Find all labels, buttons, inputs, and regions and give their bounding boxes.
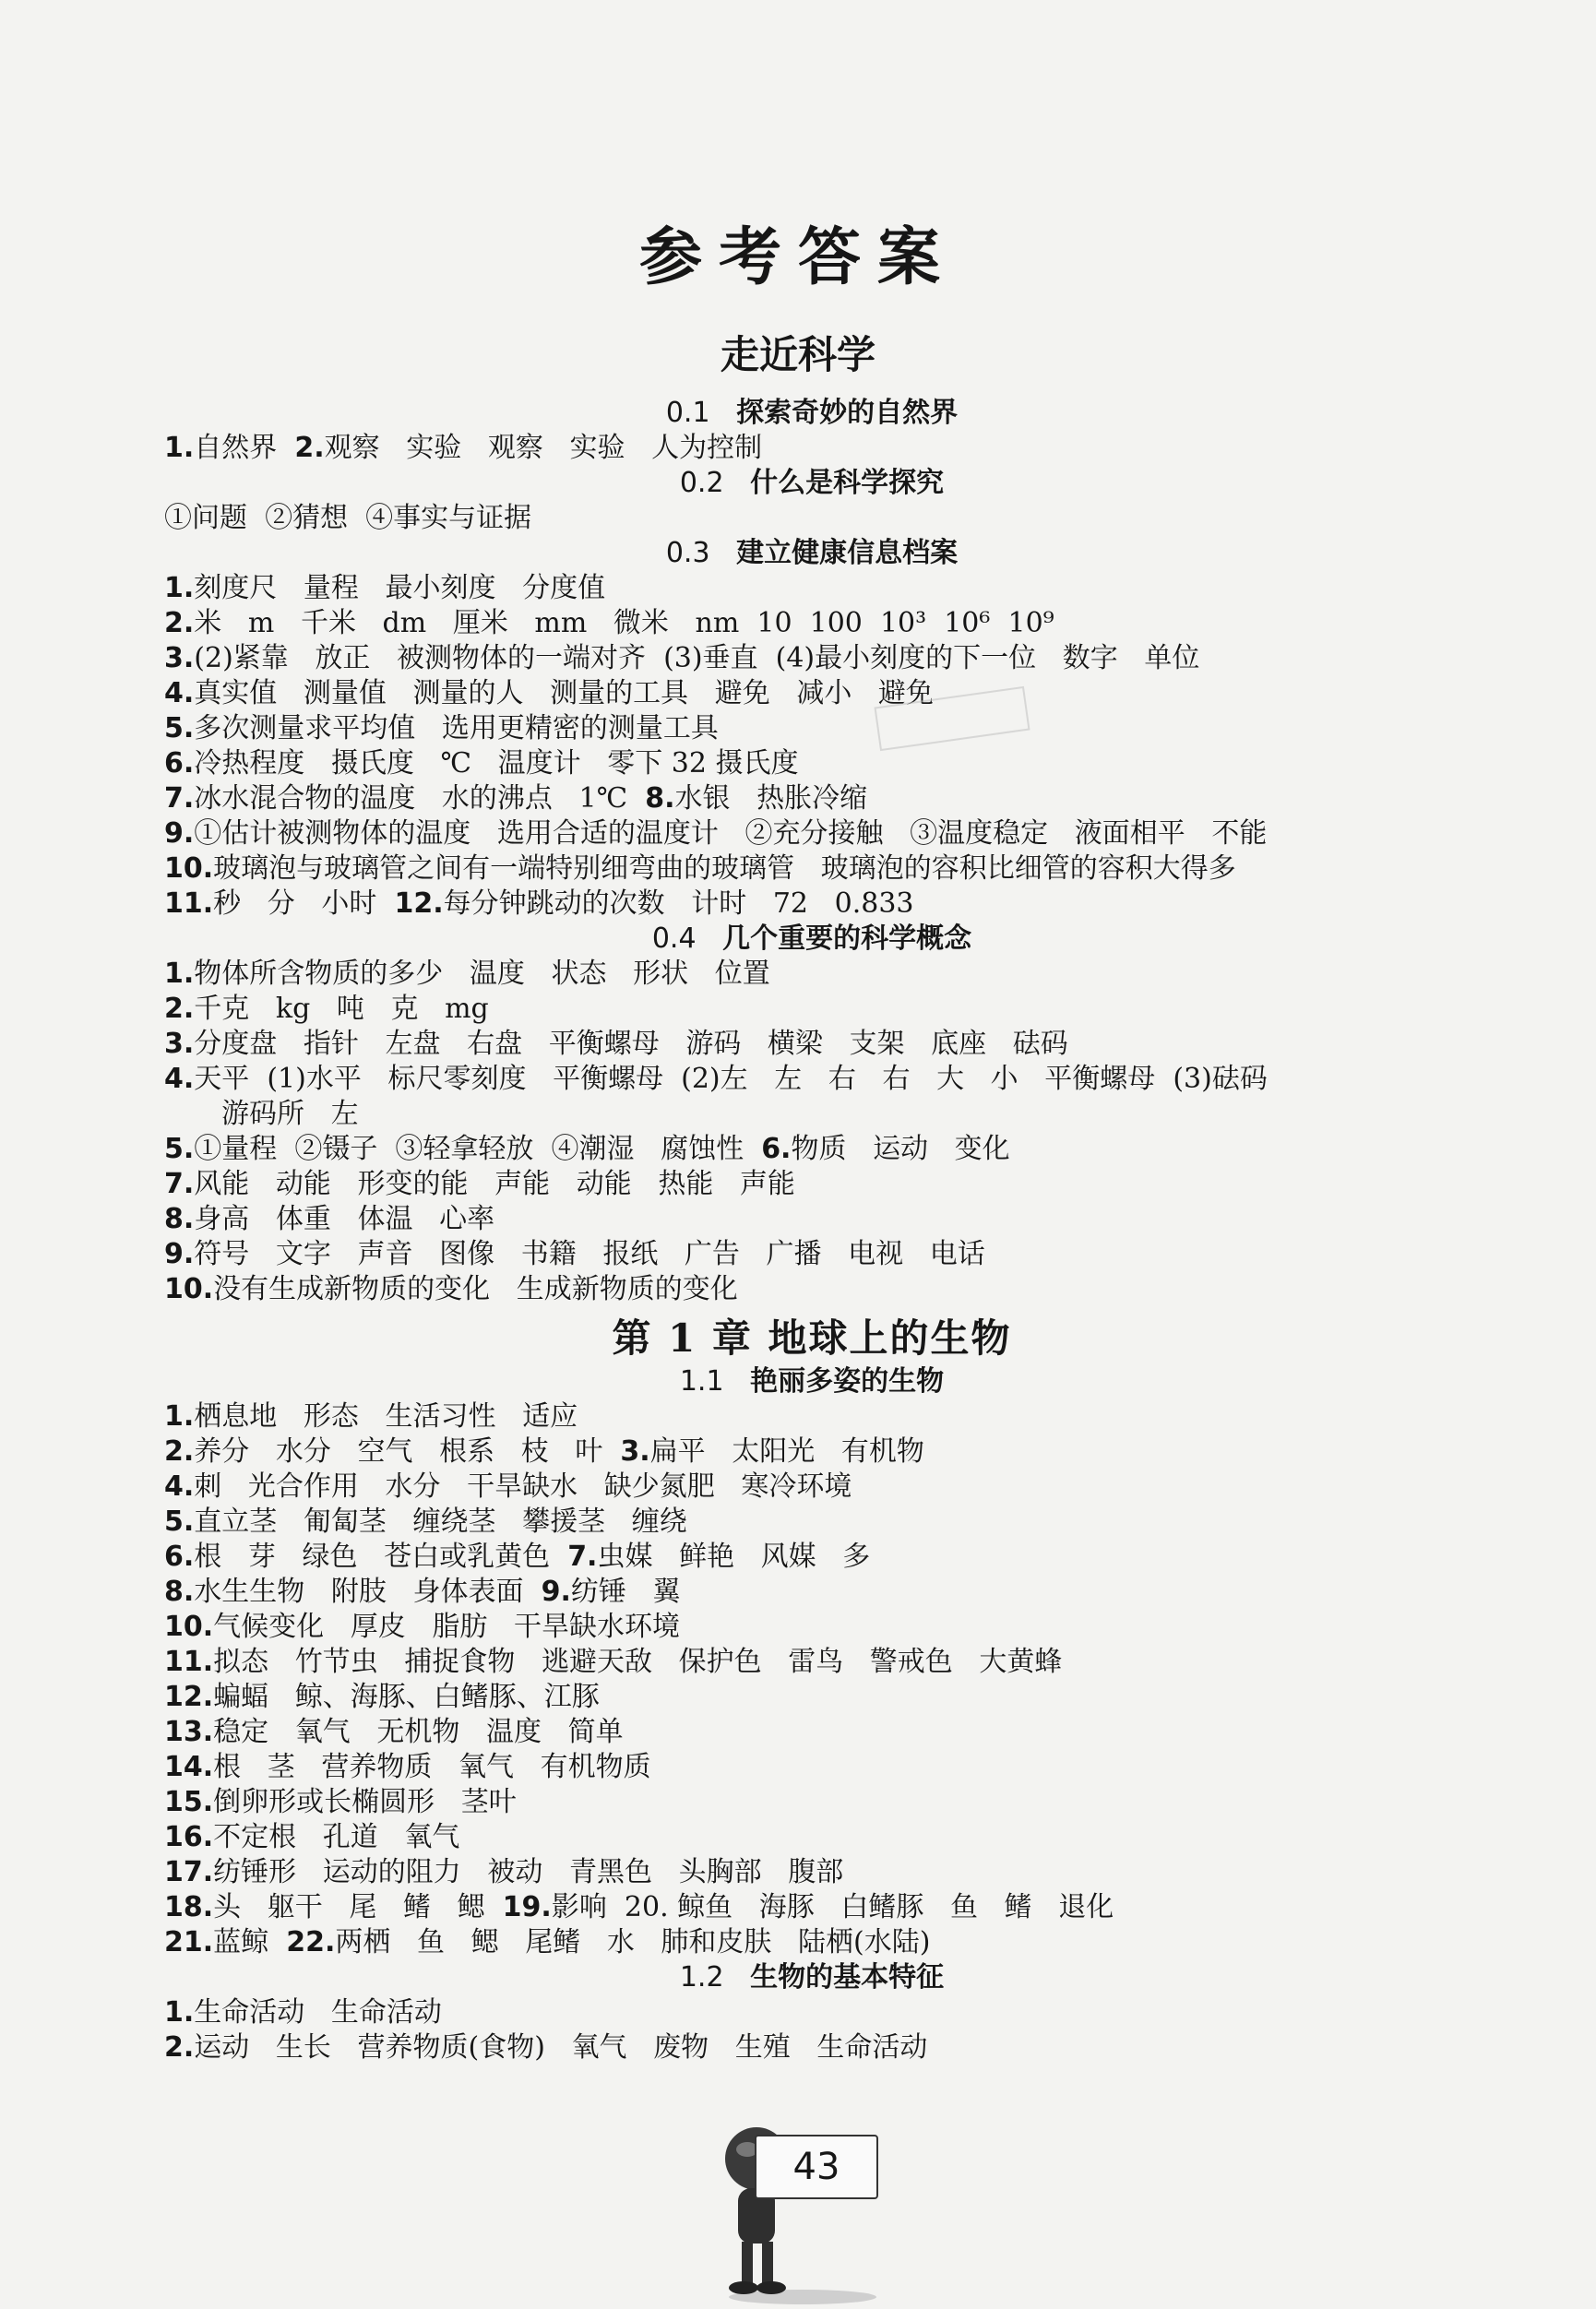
answer-text: 蝙蝠 鲸、海豚、白鳍豚、江豚 [213,1681,600,1713]
answer-text: 真实值 测量值 测量的人 测量的工具 避免 减小 避免 [194,677,934,709]
answer-text: 秒 分 小时 [213,887,395,920]
page-title: 参考答案 [638,220,957,294]
answer-line [164,1751,1474,1784]
question-number: 8. [645,782,675,815]
question-number: 5. [164,1506,195,1538]
question-number: 11. [164,887,214,920]
answer-line [164,1133,1474,1166]
question-number: 7. [164,1168,195,1200]
answer-text: 运动 生长 营养物质(食物) 氧气 废物 生殖 生命活动 [194,2031,928,2064]
answer-text: 游码所 左 [221,1098,359,1130]
answer-line [164,1716,1474,1749]
answer-text: 虫媒 鲜艳 风媒 多 [597,1541,871,1573]
answer-text: (2)紧靠 放正 被测物体的一端对齐 (3)垂直 (4)最小刻度的下一位 数字 单位 [194,642,1200,674]
answer-text: 观察 实验 观察 实验 人为控制 [324,432,763,464]
question-number: 13. [164,1716,214,1748]
question-number: 3. [164,1028,195,1060]
answer-text: 直立茎 匍匐茎 缠绕茎 攀援茎 缠绕 [194,1506,687,1538]
section-heading [0,1365,1596,1398]
question-number: 2. [164,2031,195,2064]
answer-line [164,993,1474,1026]
answer-text: 自然界 [194,432,295,464]
answer-line [164,852,1474,886]
answer-line [164,2031,1474,2065]
answer-text: 刻度尺 量程 最小刻度 分度值 [194,572,606,604]
answer-line [164,502,1474,535]
answer-line [164,1400,1474,1434]
section-heading [0,467,1596,500]
answer-line [164,1470,1474,1504]
answer-text: 栖息地 形态 生活习性 适应 [194,1400,578,1433]
question-number: 21. [164,1926,214,1958]
question-number: 4. [164,677,195,709]
unit-title: 走近科学 [720,332,875,377]
question-number: 6. [164,747,195,780]
answer-text: ①估计被测物体的温度 选用合适的温度计 ②充分接触 ③温度稳定 液面相平 不能 [194,817,1268,850]
question-number: 8. [164,1203,195,1235]
answer-text: 分度盘 指针 左盘 右盘 平衡螺母 游码 横梁 支架 底座 砝码 [194,1028,1068,1060]
question-number: 17. [164,1856,214,1888]
section-name: 艳丽多姿的生物 [750,1365,945,1398]
answer-text: 玻璃泡与玻璃管之间有一端特别细弯曲的玻璃管 玻璃泡的容积比细管的容积大得多 [213,852,1236,885]
question-number: 5. [164,712,195,744]
question-number: 5. [164,1133,195,1165]
question-number: 6. [164,1541,195,1573]
answer-line [164,1856,1474,1889]
question-number: 12. [394,887,444,920]
question-number: 16. [164,1821,214,1853]
question-number: 4. [164,1470,195,1503]
answer-line [164,1821,1474,1854]
answer-line [164,817,1474,851]
question-number: 7. [567,1541,598,1573]
answer-text: 倒卵形或长椭圆形 茎叶 [213,1786,517,1818]
answer-text: 纺锤形 运动的阻力 被动 青黑色 头胸部 腹部 [213,1856,844,1888]
answer-line [164,747,1474,780]
answer-line [164,1926,1474,1959]
answer-text: 两栖 鱼 鳃 尾鳍 水 肺和皮肤 陆栖(水陆) [335,1926,931,1958]
section-number: 0.2 [679,467,724,499]
answer-text: 影响 20. 鲸鱼 海豚 白鳍豚 鱼 鳍 退化 [551,1891,1114,1923]
answer-text: 风能 动能 形变的能 声能 动能 热能 声能 [194,1168,795,1200]
answer-text: 冰水混合物的温度 水的沸点 1℃ [194,782,646,815]
question-number: 6. [761,1133,792,1165]
question-number: 7. [164,782,195,815]
answer-line [164,1273,1474,1306]
answer-text: 头 躯干 尾 鳍 鳃 [213,1891,503,1923]
answer-line [164,1203,1474,1236]
answer-line [164,1028,1474,1061]
answer-line [164,1891,1474,1924]
answer-text: 千克 kg 吨 克 mg [194,993,489,1025]
section-number: 0.4 [651,922,697,955]
question-number: 10. [164,1273,214,1305]
answer-text: 刺 光合作用 水分 干旱缺水 缺少氮肥 寒冷环境 [194,1470,852,1503]
question-number: 19. [502,1891,552,1923]
answer-line [221,1098,1531,1131]
answer-text: 多次测量求平均值 选用更精密的测量工具 [194,712,719,744]
question-number: 4. [164,1063,195,1095]
section-number: 0.1 [665,397,710,429]
question-number: 1. [164,432,195,464]
answer-line [164,1611,1474,1644]
answer-line [164,712,1474,745]
question-number: 10. [164,852,214,885]
answer-text: 气候变化 厚皮 脂肪 干旱缺水环境 [213,1611,680,1643]
answer-text: 稳定 氧气 无机物 温度 简单 [213,1716,624,1748]
answer-text: ①量程 ②镊子 ③轻拿轻放 ④潮湿 腐蚀性 [194,1133,762,1165]
answer-line [164,1238,1474,1271]
answer-text: 水生生物 附肢 身体表面 [194,1576,542,1608]
answer-text: 纺锤 翼 [570,1576,681,1608]
section-heading [0,397,1596,430]
answer-line [164,1996,1474,2029]
page-number: 43 [755,2135,878,2199]
answer-text: 根 茎 营养物质 氧气 有机物质 [213,1751,651,1783]
answer-text: 蓝鲸 [213,1926,287,1958]
answer-line [164,1506,1474,1539]
answer-text: 冷热程度 摄氏度 ℃ 温度计 零下 32 摄氏度 [194,747,799,780]
answer-line [164,607,1474,640]
answer-text: 没有生成新物质的变化 生成新物质的变化 [213,1273,738,1305]
answer-line [164,958,1474,991]
answer-text: 身高 体重 体温 心率 [194,1203,495,1235]
section-name: 什么是科学探究 [750,467,945,499]
answer-line [164,1646,1474,1679]
section-number: 0.3 [665,537,710,569]
answer-text: 生命活动 生命活动 [194,1996,442,2029]
question-number: 22. [286,1926,336,1958]
answer-text: 养分 水分 空气 根系 枝 叶 [194,1435,621,1468]
section-heading [0,1961,1596,1994]
question-number: 15. [164,1786,214,1818]
section-name: 探索奇妙的自然界 [736,397,959,429]
answer-text: 扁平 太阳光 有机物 [649,1435,924,1468]
question-number: 3. [620,1435,650,1468]
answer-line [164,887,1474,921]
answer-text: 拟态 竹节虫 捕捉食物 逃避天敌 保护色 雷鸟 警戒色 大黄蜂 [213,1646,1063,1678]
answer-text: 水银 热胀冷缩 [674,782,868,815]
question-number: 10. [164,1611,214,1643]
question-number: 9. [164,1238,195,1270]
answer-text: 每分钟跳动的次数 计时 72 0.833 [443,887,914,920]
question-number: 1. [164,1400,195,1433]
answer-text: 天平 (1)水平 标尺零刻度 平衡螺母 (2)左 左 右 右 大 小 平衡螺母 (3)砝码 [194,1063,1268,1095]
answer-line [164,642,1474,675]
question-number: 8. [164,1576,195,1608]
answer-line [164,1435,1474,1469]
question-number: 2. [164,1435,195,1468]
section-number: 1.2 [679,1961,724,1994]
question-number: 2. [294,432,325,464]
answer-text: 物体所含物质的多少 温度 状态 形状 位置 [194,958,770,990]
question-number: 9. [541,1576,571,1608]
section-number: 1.1 [679,1365,724,1398]
section-name: 几个重要的科学概念 [722,922,972,955]
question-number: 3. [164,642,195,674]
answer-line [164,1063,1474,1096]
answer-line [164,432,1474,465]
answer-text: 米 m 千米 dm 厘米 mm 微米 nm 10 100 10³ 10⁶ 10⁹ [194,607,1054,639]
answer-line [164,1168,1474,1201]
answer-text: 不定根 孔道 氧气 [213,1821,460,1853]
question-number: 1. [164,958,195,990]
question-number: 14. [164,1751,214,1783]
question-number: 11. [164,1646,214,1678]
answer-line [164,782,1474,815]
answer-line [164,1541,1474,1574]
answer-line [164,1786,1474,1819]
section-heading [0,922,1596,956]
question-number: 12. [164,1681,214,1713]
answer-line [164,677,1474,710]
answer-line [164,1681,1474,1714]
section-name: 建立健康信息档案 [736,537,959,569]
question-number: 9. [164,817,195,850]
section-heading [0,537,1596,570]
answer-line [164,1576,1474,1609]
question-number: 1. [164,572,195,604]
answer-text: 符号 文字 声音 图像 书籍 报纸 广告 广播 电视 电话 [194,1238,985,1270]
answer-line [164,572,1474,605]
question-number: 18. [164,1891,214,1923]
section-name: 生物的基本特征 [750,1961,945,1994]
answer-text: 根 芽 绿色 苍白或乳黄色 [194,1541,568,1573]
answer-text: ①问题 ②猜想 ④事实与证据 [164,502,532,534]
question-number: 2. [164,993,195,1025]
chapter-title: 第 1 章 地球上的生物 [612,1315,1012,1361]
answer-text: 物质 运动 变化 [791,1133,1010,1165]
question-number: 2. [164,607,195,639]
question-number: 1. [164,1996,195,2029]
